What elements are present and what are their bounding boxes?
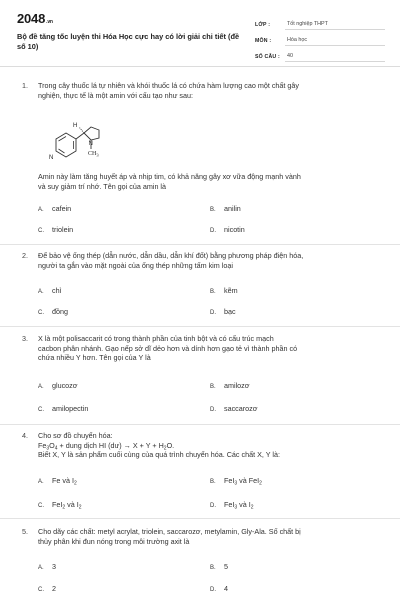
- option-2d[interactable]: D. bạc: [210, 307, 236, 316]
- molecule-n-label: N: [88, 141, 93, 147]
- option-2c[interactable]: C. đồng: [38, 307, 68, 316]
- question-number: 4.: [22, 431, 28, 440]
- option-3c[interactable]: C. amilopectin: [38, 404, 89, 413]
- reaction-equation: $Fe_3O_4$ + dung dịch HI (dư) → $X + Y + H_2O$.: [38, 440, 175, 452]
- question-divider: [0, 326, 400, 327]
- option-2b[interactable]: B. kẽm: [210, 286, 238, 295]
- question-divider: [0, 518, 400, 519]
- question-text: Cho sơ đồ chuyển hóa: $Fe_3O_4$ + dung dịch HI (dư) → $X + Y + H_2O$. Biết X, Y là sản phẩm cuối cùng của quá trình chuyển hóa. Các chất X, Y là:: [38, 431, 383, 460]
- question-divider: [0, 244, 400, 245]
- exam-meta: [255, 14, 385, 62]
- option-1d[interactable]: D. nicotin: [210, 225, 245, 234]
- option-5b[interactable]: B. 5: [210, 562, 228, 571]
- option-3b[interactable]: B. amilozơ: [210, 381, 250, 390]
- question-text: X là một polisaccarit có trong thành phần của tinh bột và có cấu trúc mạch cacbon phân nhánh. Gạo nếp sở dĩ dẻo hơn và dính hơn gạo tẻ vì thành phần có chứa nhiều Y hơn. Tên gọi của Y là: [38, 334, 298, 363]
- option-4d[interactable]: D. FeI$_3$ và $I_2$: [210, 500, 254, 511]
- question-text: Trong cây thuốc lá tự nhiên và khói thuốc lá có chứa hàm lượng cao một chất gây nghiện, thực tế là một amin với cấu tạo như sau:: [38, 81, 299, 100]
- question-number: 5.: [22, 527, 28, 536]
- meta-count: [255, 46, 385, 62]
- option-1b[interactable]: B. anilin: [210, 204, 241, 213]
- option-4c[interactable]: C. FeI$_2$ và $I_2$: [38, 500, 82, 511]
- question-number: 1.: [22, 81, 28, 90]
- option-4a[interactable]: A. Fe và $I_2$: [38, 476, 77, 487]
- molecule-h-label: H: [73, 123, 78, 129]
- question-number: 2.: [22, 251, 28, 260]
- option-4b[interactable]: B. FeI$_3$ và FeI$_2$: [210, 476, 262, 487]
- option-3d[interactable]: D. saccarozơ: [210, 404, 258, 413]
- meta-subject-label: MÔN :: [255, 37, 272, 44]
- question-text: Để bảo vệ ống thép (dẫn nước, dẫn dầu, dẫn khí đốt) bằng phương pháp điện hóa, người ta gắn vào mặt ngoài của ống thép những tấm kim loại: [38, 251, 304, 270]
- meta-class-value: Tốt nghiệp THPT: [285, 21, 385, 30]
- header-divider: [0, 66, 400, 67]
- question-divider: [0, 424, 400, 425]
- exam-title: Bộ đề tăng tốc luyện thi Hóa Học cực hay có lời giải chi tiết (đề số 10): [17, 32, 240, 51]
- option-1a[interactable]: A. cafein: [38, 204, 72, 213]
- meta-class-label: LỚP :: [255, 21, 271, 28]
- site-logo[interactable]: 2048.vn: [17, 11, 53, 26]
- meta-count-label: SỐ CÂU :: [255, 53, 280, 60]
- question-text-continued: Amin này làm tăng huyết áp và nhịp tim, có khả năng gây xơ vữa động mạnh vành và suy giảm trí nhớ. Tên gọi của amin là: [38, 172, 301, 191]
- option-1c[interactable]: C. triolein: [38, 225, 74, 234]
- option-5d[interactable]: D. 4: [210, 584, 228, 593]
- option-5a[interactable]: A. 3: [38, 562, 56, 571]
- option-2a[interactable]: A. chì: [38, 286, 62, 295]
- meta-subject-value: Hóa học: [285, 37, 385, 46]
- meta-count-value: 40: [285, 53, 385, 62]
- question-text: Cho dãy các chất: metyl acrylat, triolein, saccarozơ, metylamin, Gly-Ala. Số chất bị thủy phân khi đun nóng trong môi trường axit là: [38, 527, 301, 546]
- meta-class: [255, 14, 385, 30]
- option-3a[interactable]: A. glucozơ: [38, 381, 78, 390]
- molecule-methyl-label: $CH_3$: [88, 151, 99, 158]
- molecule-ring-n-label: N: [49, 155, 54, 161]
- question-number: 3.: [22, 334, 28, 343]
- meta-subject: [255, 30, 385, 46]
- exam-header: [0, 0, 400, 66]
- option-5c[interactable]: C. 2: [38, 584, 56, 593]
- nicotine-structure-image: [44, 119, 114, 167]
